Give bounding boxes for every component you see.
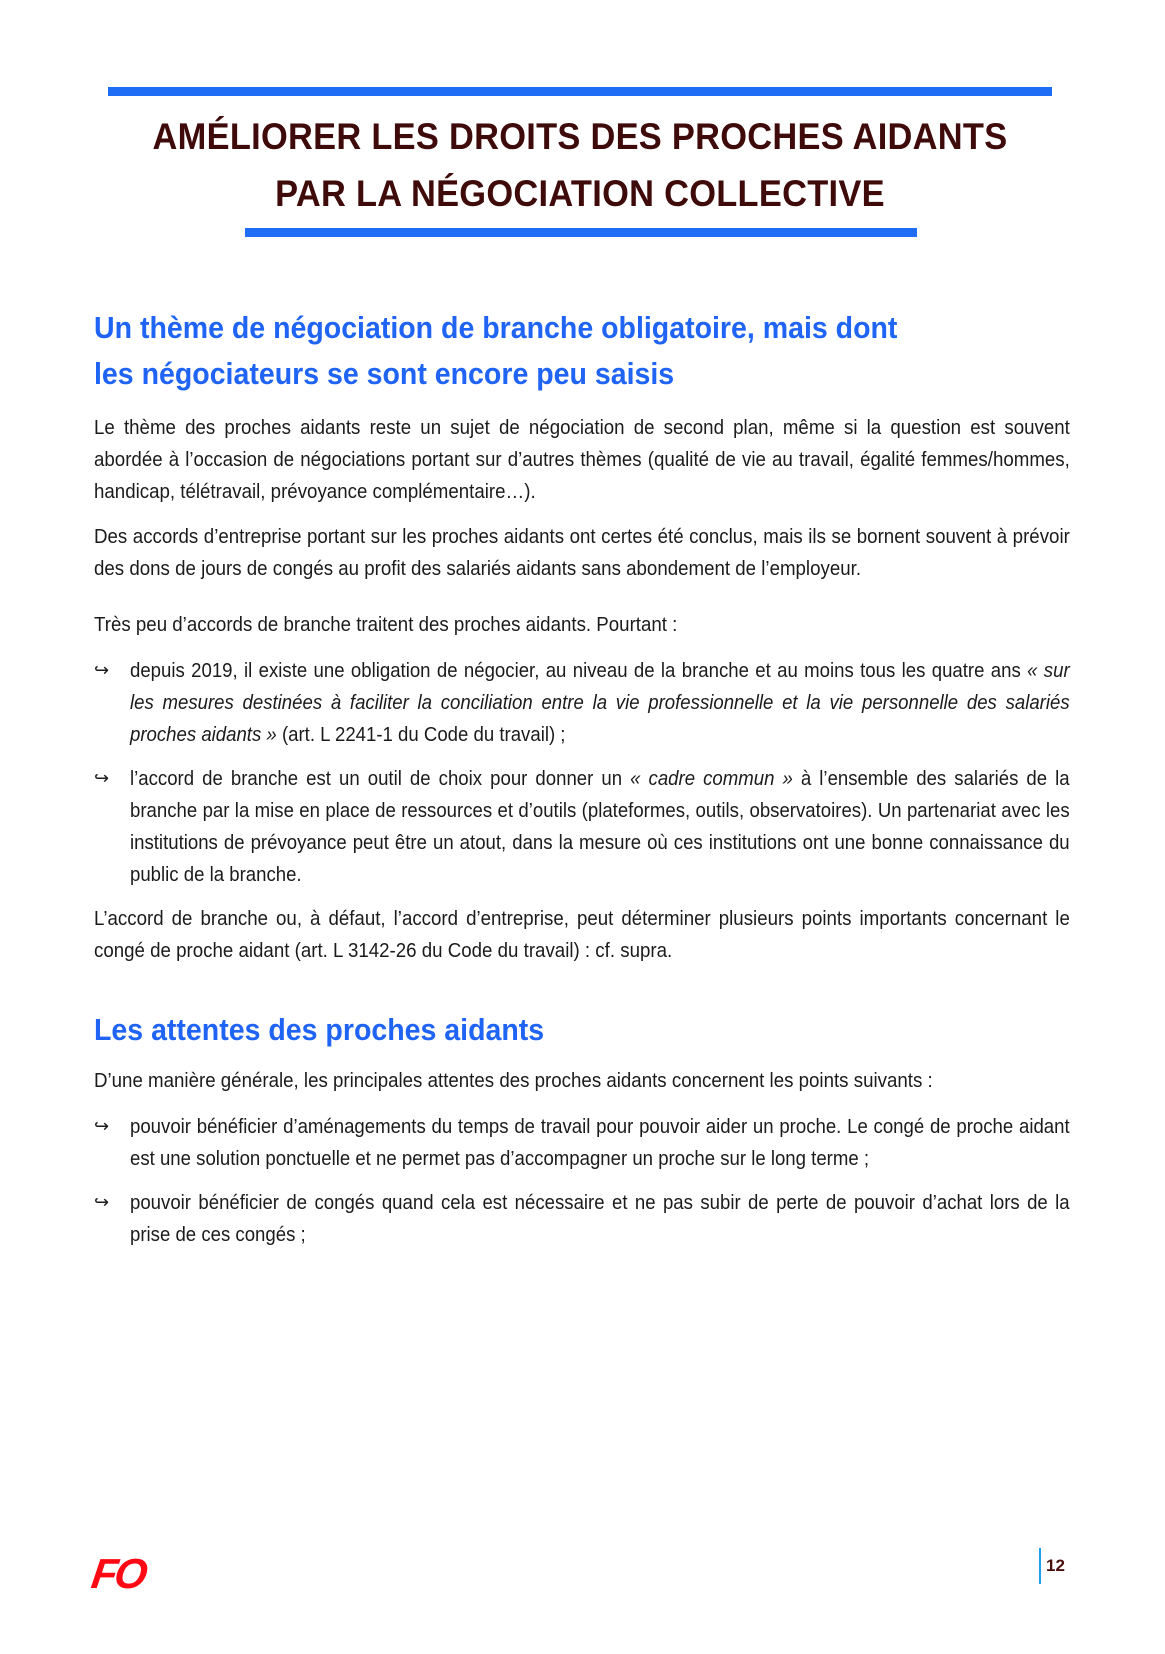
arrow-right-hook-icon: ↪ [94,1116,110,1137]
section-heading-negotiation [94,305,1070,397]
list-item-text: pouvoir bénéficier de congés quand cela est nécessaire et ne pas subir de perte de pouvoir d’achat lors de la prise de ces congés ; [130,1191,1070,1246]
fo-logo: FO [88,1550,148,1597]
quoted-text: « sur les mesures destinées à faciliter la conciliation entre la vie professionnelle et la vie personnelle des salariés proches aidants » [130,659,1070,746]
bottom-blue-rule [245,228,917,237]
page-title-line-2: PAR LA NÉGOCIATION COLLECTIVE [275,173,885,214]
text: (art. L 2241-1 du Code du travail) ; [276,723,566,746]
section-heading-line-2: les négociateurs se sont encore peu saisis [94,356,675,391]
paragraph [94,903,1070,967]
page-title-line-1: AMÉLIORER LES DROITS DES PROCHES AIDANTS [152,116,1008,157]
section-heading-expectations [94,1007,1070,1053]
section-heading-line-1: Les attentes des proches aidants [94,1012,545,1047]
paragraph [94,1065,1070,1097]
paragraph-text: D’une manière générale, les principales attentes des proches aidants concernent les points suivants : [94,1069,933,1092]
arrow-right-hook-icon: ↪ [94,768,110,789]
paragraph-text: Très peu d’accords de branche traitent des proches aidants. Pourtant : [94,613,678,636]
paragraph-text: L’accord de branche ou, à défaut, l’accord d’entreprise, peut déterminer plusieurs points importants concernant le congé de proche aidant (art. L 3142-26 du Code du travail) : cf. supra. [94,907,1070,962]
top-blue-rule [108,87,1052,96]
list-item [94,763,1070,891]
paragraph [94,609,1070,641]
list-item-text: pouvoir bénéficier d’aménagements du temps de travail pour pouvoir aider un proche. Le congé de proche aidant est une solution ponctuelle et ne permet pas d’accompagner un proche sur le long terme ; [130,1115,1070,1170]
list-item [94,1187,1070,1251]
page-content [94,305,1070,1251]
list-item [94,655,1070,751]
text: l’accord de branche est un outil de choix pour donner un [130,767,631,790]
page-number-divider [1039,1548,1041,1584]
arrow-right-hook-icon: ↪ [94,660,110,681]
paragraph-text: Des accords d’entreprise portant sur les proches aidants ont certes été conclus, mais ils se bornent souvent à prévoir des dons de jours de congés au profit des salariés aidants sans abondement de l’employeur. [94,525,1070,580]
section-heading-line-1: Un thème de négociation de branche obligatoire, mais dont [94,310,898,345]
paragraph [94,521,1070,585]
arrow-right-hook-icon: ↪ [94,1192,110,1213]
quoted-text: « cadre commun » [630,767,793,790]
list-item-text [130,763,1070,891]
list-item [94,1111,1070,1175]
bullet-list [94,655,1070,891]
text: depuis 2019, il existe une obligation de négocier, au niveau de la branche et au moins tous les quatre ans [130,659,1028,682]
page-title [100,108,1060,222]
text: à l’ensemble des salariés de la branche par la mise en place de ressources et d’outils (plateformes, outils, observatoires). Un partenariat avec les institutions de prévoyance peut être un atout, dans la mesure où ces institutions ont une bonne connaissance du public de la branche. [130,767,1070,886]
bullet-list [94,1111,1070,1251]
paragraph [94,412,1070,508]
page-number: 12 [1046,1556,1065,1575]
list-item-text [130,655,1070,751]
paragraph-text: Le thème des proches aidants reste un sujet de négociation de second plan, même si la question est souvent abordée à l’occasion de négociations portant sur d’autres thèmes (qualité de vie au travail, égalité femmes/hommes, handicap, télétravail, prévoyance complémentaire…). [94,416,1070,503]
